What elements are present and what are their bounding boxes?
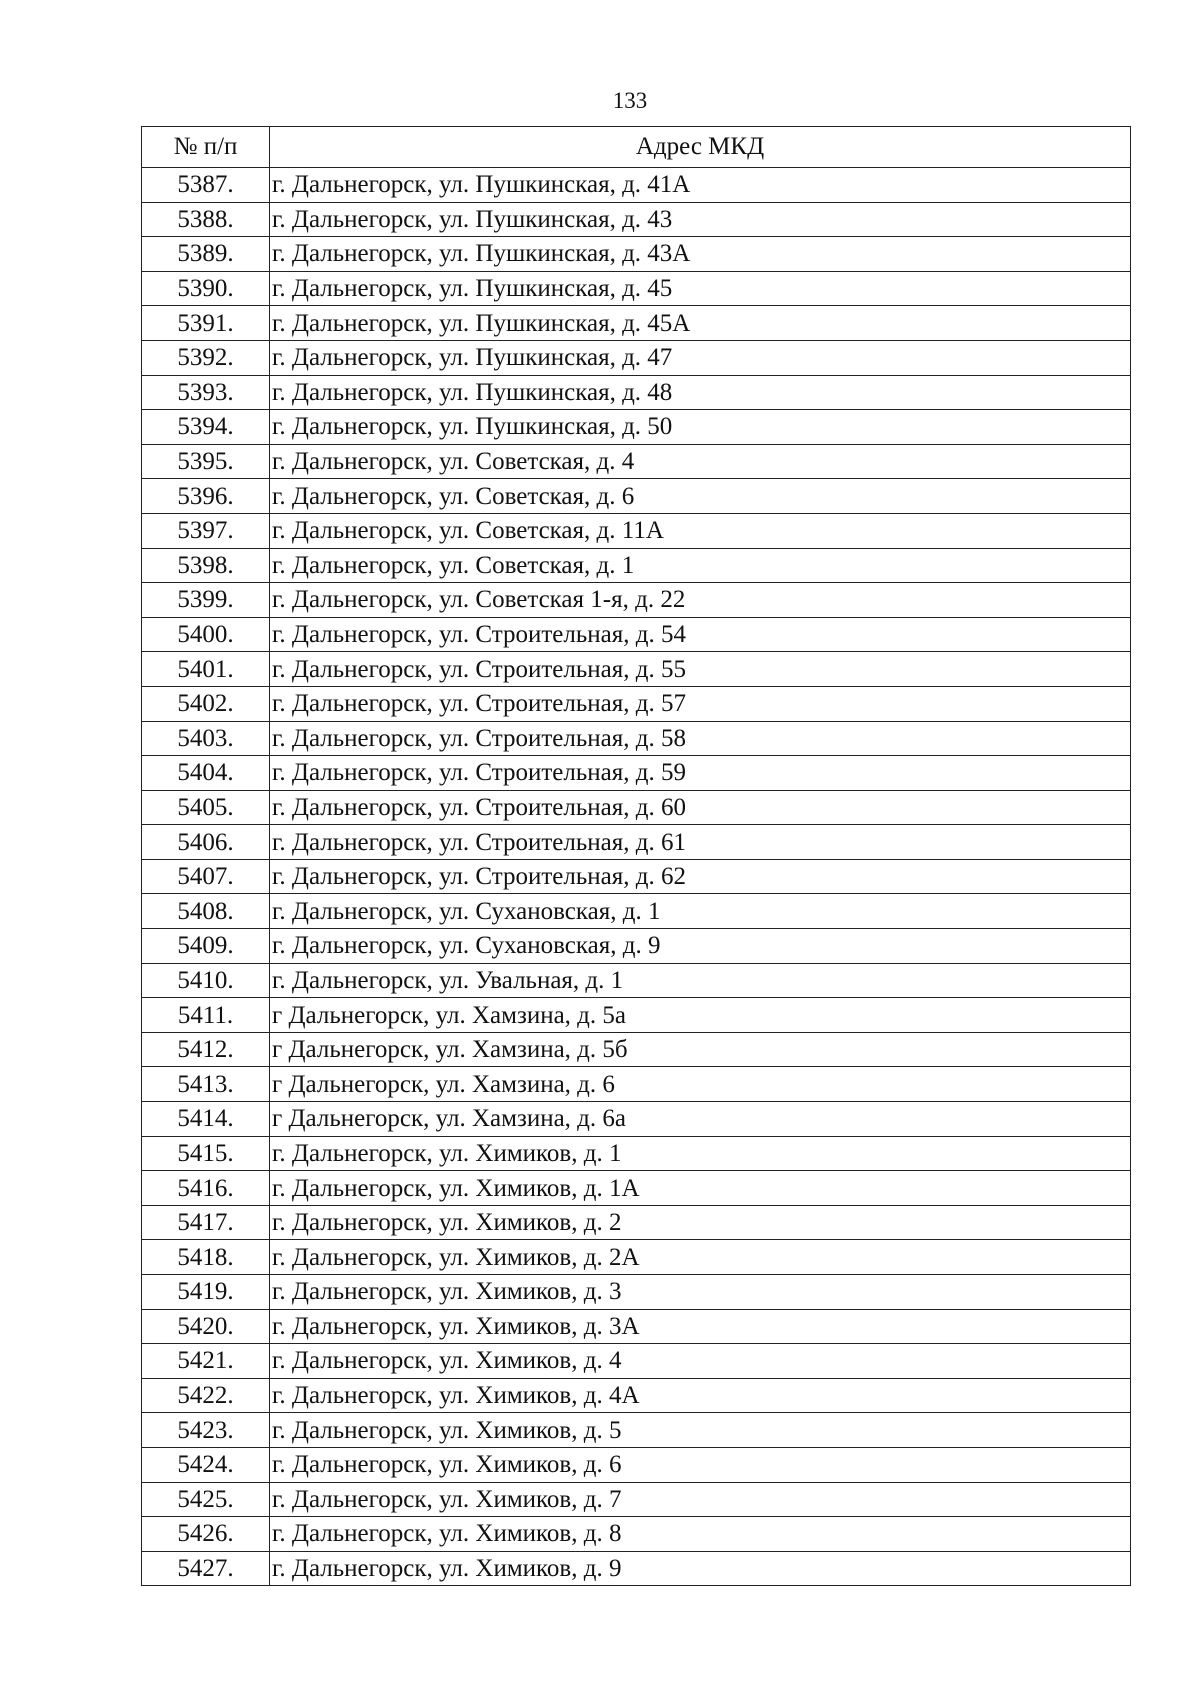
table-row <box>142 790 1131 825</box>
table-row <box>142 617 1131 652</box>
row-number: 5411. <box>142 998 270 1033</box>
table-row <box>142 513 1131 548</box>
row-address: г. Дальнегорск, ул. Советская 1-я, д. 22 <box>270 583 1131 618</box>
table-row <box>142 1482 1131 1517</box>
row-address: г. Дальнегорск, ул. Химиков, д. 9 <box>270 1551 1131 1586</box>
table-row <box>142 1032 1131 1067</box>
row-number: 5394. <box>142 410 270 445</box>
row-address: г. Дальнегорск, ул. Строительная, д. 58 <box>270 721 1131 756</box>
table-row <box>142 998 1131 1033</box>
row-address: г. Дальнегорск, ул. Пушкинская, д. 45 <box>270 271 1131 306</box>
row-number: 5427. <box>142 1551 270 1586</box>
row-number: 5422. <box>142 1378 270 1413</box>
row-address: г. Дальнегорск, ул. Химиков, д. 5 <box>270 1413 1131 1448</box>
row-address: г. Дальнегорск, ул. Химиков, д. 8 <box>270 1517 1131 1552</box>
row-address: г. Дальнегорск, ул. Строительная, д. 57 <box>270 686 1131 721</box>
row-number: 5404. <box>142 756 270 791</box>
table-row <box>142 929 1131 964</box>
table-row <box>142 410 1131 445</box>
table-row <box>142 237 1131 272</box>
table-row <box>142 756 1131 791</box>
row-number: 5420. <box>142 1309 270 1344</box>
row-number: 5388. <box>142 202 270 237</box>
row-number: 5403. <box>142 721 270 756</box>
row-number: 5418. <box>142 1240 270 1275</box>
table-row <box>142 583 1131 618</box>
row-number: 5390. <box>142 271 270 306</box>
column-header-address: Адрес МКД <box>270 127 1131 168</box>
row-address: г. Дальнегорск, ул. Химиков, д. 2 <box>270 1205 1131 1240</box>
row-number: 5423. <box>142 1413 270 1448</box>
row-address: г Дальнегорск, ул. Хамзина, д. 5а <box>270 998 1131 1033</box>
row-number: 5391. <box>142 306 270 341</box>
row-address: г. Дальнегорск, ул. Химиков, д. 6 <box>270 1447 1131 1482</box>
row-number: 5415. <box>142 1136 270 1171</box>
row-address: г. Дальнегорск, ул. Строительная, д. 55 <box>270 652 1131 687</box>
row-number: 5401. <box>142 652 270 687</box>
row-number: 5397. <box>142 513 270 548</box>
row-address: г. Дальнегорск, ул. Пушкинская, д. 41А <box>270 168 1131 203</box>
table-row <box>142 1136 1131 1171</box>
row-address: г. Дальнегорск, ул. Химиков, д. 3А <box>270 1309 1131 1344</box>
table-row <box>142 894 1131 929</box>
row-address: г. Дальнегорск, ул. Пушкинская, д. 47 <box>270 340 1131 375</box>
row-number: 5409. <box>142 929 270 964</box>
row-address: г Дальнегорск, ул. Хамзина, д. 5б <box>270 1032 1131 1067</box>
row-address: г. Дальнегорск, ул. Химиков, д. 1А <box>270 1171 1131 1206</box>
row-address: г. Дальнегорск, ул. Сухановская, д. 1 <box>270 894 1131 929</box>
table-row <box>142 271 1131 306</box>
row-number: 5421. <box>142 1344 270 1379</box>
row-number: 5406. <box>142 825 270 860</box>
row-number: 5400. <box>142 617 270 652</box>
row-address: г. Дальнегорск, ул. Пушкинская, д. 50 <box>270 410 1131 445</box>
row-address: г. Дальнегорск, ул. Строительная, д. 60 <box>270 790 1131 825</box>
row-number: 5395. <box>142 444 270 479</box>
page-number: 133 <box>612 88 648 113</box>
table-row <box>142 1171 1131 1206</box>
row-number: 5402. <box>142 686 270 721</box>
table-header-row <box>142 127 1131 168</box>
table-row <box>142 1378 1131 1413</box>
table-row <box>142 963 1131 998</box>
row-address: г. Дальнегорск, ул. Химиков, д. 4 <box>270 1344 1131 1379</box>
row-number: 5393. <box>142 375 270 410</box>
row-address: г. Дальнегорск, ул. Химиков, д. 7 <box>270 1482 1131 1517</box>
table-row <box>142 1102 1131 1137</box>
row-number: 5426. <box>142 1517 270 1552</box>
row-address: г. Дальнегорск, ул. Химиков, д. 1 <box>270 1136 1131 1171</box>
row-address: г. Дальнегорск, ул. Советская, д. 4 <box>270 444 1131 479</box>
row-address: г. Дальнегорск, ул. Химиков, д. 4А <box>270 1378 1131 1413</box>
table-row <box>142 686 1131 721</box>
table-row <box>142 479 1131 514</box>
table-row <box>142 168 1131 203</box>
row-number: 5389. <box>142 237 270 272</box>
row-number: 5396. <box>142 479 270 514</box>
table-row <box>142 375 1131 410</box>
row-address: г. Дальнегорск, ул. Пушкинская, д. 43А <box>270 237 1131 272</box>
row-address: г. Дальнегорск, ул. Строительная, д. 59 <box>270 756 1131 791</box>
row-address: г. Дальнегорск, ул. Пушкинская, д. 48 <box>270 375 1131 410</box>
table-row <box>142 1240 1131 1275</box>
row-address: г. Дальнегорск, ул. Советская, д. 11А <box>270 513 1131 548</box>
row-address: г. Дальнегорск, ул. Строительная, д. 62 <box>270 859 1131 894</box>
column-header-number: № п/п <box>142 127 270 168</box>
table-row <box>142 1205 1131 1240</box>
table-row <box>142 1517 1131 1552</box>
table-row <box>142 444 1131 479</box>
row-address: г. Дальнегорск, ул. Химиков, д. 3 <box>270 1275 1131 1310</box>
row-number: 5419. <box>142 1275 270 1310</box>
row-address: г. Дальнегорск, ул. Пушкинская, д. 45А <box>270 306 1131 341</box>
row-address: г. Дальнегорск, ул. Строительная, д. 61 <box>270 825 1131 860</box>
table-row <box>142 1344 1131 1379</box>
table-row <box>142 306 1131 341</box>
table-row <box>142 1447 1131 1482</box>
table-body <box>142 168 1131 1586</box>
row-number: 5392. <box>142 340 270 375</box>
row-number: 5405. <box>142 790 270 825</box>
table-row <box>142 825 1131 860</box>
table-row <box>142 859 1131 894</box>
row-number: 5387. <box>142 168 270 203</box>
table-row <box>142 1309 1131 1344</box>
row-number: 5398. <box>142 548 270 583</box>
row-number: 5424. <box>142 1447 270 1482</box>
row-address: г. Дальнегорск, ул. Строительная, д. 54 <box>270 617 1131 652</box>
row-number: 5412. <box>142 1032 270 1067</box>
row-address: г. Дальнегорск, ул. Химиков, д. 2А <box>270 1240 1131 1275</box>
table-row <box>142 1413 1131 1448</box>
row-address: г Дальнегорск, ул. Хамзина, д. 6а <box>270 1102 1131 1137</box>
row-address: г. Дальнегорск, ул. Пушкинская, д. 43 <box>270 202 1131 237</box>
row-number: 5410. <box>142 963 270 998</box>
row-number: 5407. <box>142 859 270 894</box>
row-number: 5416. <box>142 1171 270 1206</box>
row-address: г Дальнегорск, ул. Хамзина, д. 6 <box>270 1067 1131 1102</box>
row-address: г. Дальнегорск, ул. Сухановская, д. 9 <box>270 929 1131 964</box>
table-row <box>142 1275 1131 1310</box>
row-number: 5399. <box>142 583 270 618</box>
table-row <box>142 202 1131 237</box>
row-number: 5413. <box>142 1067 270 1102</box>
row-address: г. Дальнегорск, ул. Советская, д. 6 <box>270 479 1131 514</box>
table-row <box>142 721 1131 756</box>
table-row <box>142 1067 1131 1102</box>
table-row <box>142 652 1131 687</box>
row-number: 5425. <box>142 1482 270 1517</box>
row-number: 5414. <box>142 1102 270 1137</box>
row-number: 5417. <box>142 1205 270 1240</box>
row-number: 5408. <box>142 894 270 929</box>
row-address: г. Дальнегорск, ул. Советская, д. 1 <box>270 548 1131 583</box>
table-row <box>142 340 1131 375</box>
address-table <box>141 126 1131 1586</box>
table-row <box>142 548 1131 583</box>
row-address: г. Дальнегорск, ул. Увальная, д. 1 <box>270 963 1131 998</box>
table-row <box>142 1551 1131 1586</box>
